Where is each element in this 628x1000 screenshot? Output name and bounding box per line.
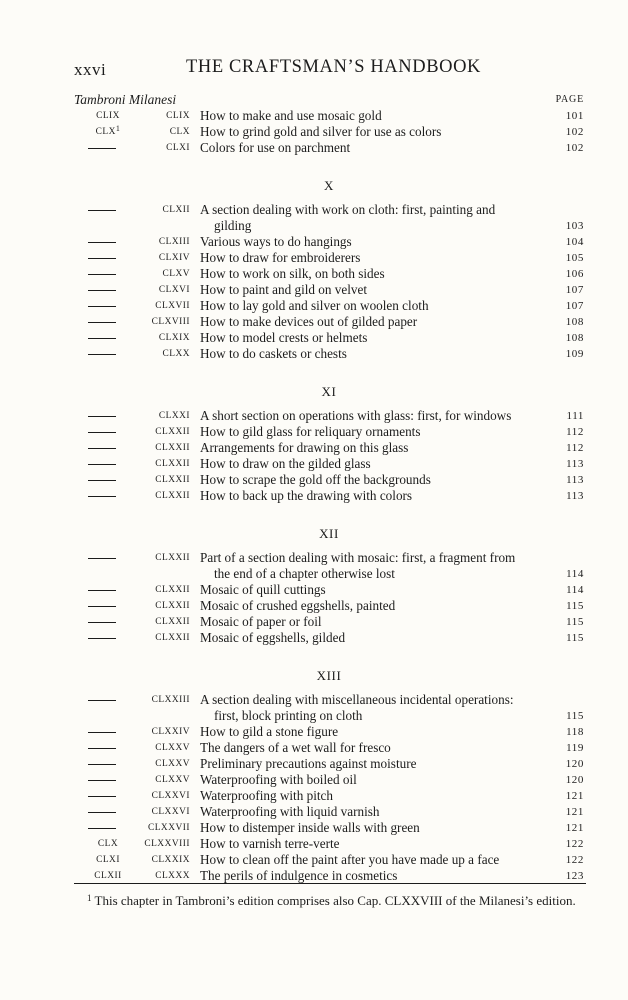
toc-entry bbox=[74, 488, 584, 504]
toc-entry bbox=[74, 852, 584, 868]
page-number: 118 bbox=[566, 726, 584, 738]
toc-entry bbox=[74, 756, 584, 772]
page-number: 113 bbox=[566, 458, 584, 470]
milanesi-chapter-number: CLXXV bbox=[155, 775, 190, 785]
chapter-title: Various ways to do hangings bbox=[200, 234, 352, 249]
chapter-title: How to draw for embroiderers bbox=[200, 250, 361, 265]
toc-entry bbox=[74, 140, 584, 156]
chapter-title: How to gild glass for reliquary ornaments bbox=[200, 424, 421, 439]
milanesi-chapter-number: CLXXV bbox=[155, 759, 190, 769]
page-number: 111 bbox=[566, 410, 584, 422]
milanesi-chapter-number: CLXV bbox=[162, 269, 190, 279]
footnote-reference: 1 bbox=[115, 124, 121, 133]
milanesi-chapter-number: CLXXV bbox=[155, 743, 190, 753]
page-number: 112 bbox=[566, 426, 584, 438]
no-tambroni-dash bbox=[88, 448, 116, 449]
page-number: 104 bbox=[565, 236, 584, 248]
footnote-text: This chapter in Tambroni’s edition comprises also Cap. CLXXVIII of the Milanesi’s edition. bbox=[94, 893, 576, 908]
milanesi-chapter-number: CLXXX bbox=[155, 871, 190, 881]
chapter-title: Mosaic of crushed eggshells, painted bbox=[200, 598, 396, 613]
milanesi-chapter-number: CLXXVI bbox=[151, 807, 190, 817]
milanesi-chapter-number: CLXIII bbox=[158, 237, 190, 247]
chapter-title: Part of a section dealing with mosaic: first, a fragment from the end of a chapter otherwise lost bbox=[200, 550, 554, 582]
toc-entry bbox=[74, 820, 584, 836]
chapter-title: How to model crests or helmets bbox=[200, 330, 368, 345]
no-tambroni-dash bbox=[88, 828, 116, 829]
tambroni-chapter-number: CLX bbox=[97, 839, 119, 849]
milanesi-chapter-number: CLXXII bbox=[155, 475, 190, 485]
section-heading: X bbox=[324, 178, 334, 193]
chapter-title: How to make devices out of gilded paper bbox=[200, 314, 418, 329]
page-number: 102 bbox=[565, 126, 584, 138]
no-tambroni-dash bbox=[88, 796, 116, 797]
page-number: 122 bbox=[565, 854, 584, 866]
toc-entry bbox=[74, 124, 584, 140]
chapter-title: The dangers of a wet wall for fresco bbox=[200, 740, 391, 755]
toc-entry bbox=[74, 266, 584, 282]
toc-entry bbox=[74, 346, 584, 362]
milanesi-chapter-number: CLXXVI bbox=[151, 791, 190, 801]
section-heading: XII bbox=[319, 526, 339, 541]
toc-entry bbox=[74, 582, 584, 598]
no-tambroni-dash bbox=[88, 748, 116, 749]
milanesi-chapter-number: CLXXIV bbox=[151, 727, 190, 737]
page-number: 115 bbox=[566, 616, 584, 628]
no-tambroni-dash bbox=[88, 622, 116, 623]
no-tambroni-dash bbox=[88, 700, 116, 701]
page-number: 114 bbox=[566, 584, 584, 596]
chapter-title: How to work on silk, on both sides bbox=[200, 266, 385, 281]
running-title: THE CRAFTSMAN’S HANDBOOK bbox=[186, 57, 482, 77]
milanesi-chapter-number: CLIX bbox=[166, 111, 190, 121]
toc-entry bbox=[74, 282, 584, 298]
page-number: 102 bbox=[565, 142, 584, 154]
chapter-title: Mosaic of quill cuttings bbox=[200, 582, 326, 597]
page-number: 115 bbox=[566, 632, 584, 644]
footnote-marker: 1 bbox=[87, 893, 92, 903]
milanesi-chapter-number: CLXI bbox=[166, 143, 190, 153]
chapter-title: How to gild a stone figure bbox=[200, 724, 339, 739]
toc-entry bbox=[74, 772, 584, 788]
milanesi-chapter-number: CLXXI bbox=[158, 411, 190, 421]
page-number: 120 bbox=[565, 774, 584, 786]
no-tambroni-dash bbox=[88, 496, 116, 497]
chapter-title: A section dealing with miscellaneous incidental operations: first, block printing on cloth bbox=[200, 692, 554, 724]
chapter-title: How to make and use mosaic gold bbox=[200, 108, 382, 123]
page-number: 108 bbox=[565, 332, 584, 344]
chapter-title: How to back up the drawing with colors bbox=[200, 488, 413, 503]
toc-entry bbox=[74, 250, 584, 266]
chapter-title: How to lay gold and silver on woolen cloth bbox=[200, 298, 429, 313]
no-tambroni-dash bbox=[88, 290, 116, 291]
chapter-title: How to distemper inside walls with green bbox=[200, 820, 420, 835]
toc-entry bbox=[74, 614, 584, 630]
chapter-title: Mosaic of paper or foil bbox=[200, 614, 322, 629]
editions-label: Tambroni Milanesi bbox=[74, 92, 177, 107]
page-number: 123 bbox=[565, 870, 584, 882]
page-number: 103 bbox=[565, 220, 584, 232]
milanesi-chapter-number: CLXIX bbox=[158, 333, 190, 343]
page-number: 122 bbox=[565, 838, 584, 850]
chapter-title: Arrangements for drawing on this glass bbox=[200, 440, 409, 455]
tambroni-chapter-number: CLIX bbox=[96, 111, 120, 121]
milanesi-chapter-number: CLXXIII bbox=[151, 695, 190, 705]
chapter-title: Waterproofing with liquid varnish bbox=[200, 804, 380, 819]
toc-entry bbox=[74, 692, 584, 724]
footnote bbox=[74, 891, 584, 910]
folio-number: xxvi bbox=[74, 60, 107, 79]
no-tambroni-dash bbox=[88, 480, 116, 481]
page-number: 101 bbox=[565, 110, 584, 122]
page-number: 108 bbox=[565, 316, 584, 328]
milanesi-chapter-number: CLXXII bbox=[155, 633, 190, 643]
toc-entry bbox=[74, 234, 584, 250]
milanesi-chapter-number: CLXXII bbox=[155, 459, 190, 469]
toc-entry bbox=[74, 330, 584, 346]
chapter-title: Waterproofing with pitch bbox=[200, 788, 333, 803]
page-number: 107 bbox=[565, 300, 584, 312]
page-number: 113 bbox=[566, 490, 584, 502]
toc-entry bbox=[74, 836, 584, 852]
milanesi-chapter-number: CLXXII bbox=[155, 553, 190, 563]
toc-entry bbox=[74, 598, 584, 614]
page-number: 115 bbox=[566, 710, 584, 722]
no-tambroni-dash bbox=[88, 354, 116, 355]
toc-entry bbox=[74, 202, 584, 234]
footnote-rule bbox=[74, 883, 586, 884]
page-number: 120 bbox=[565, 758, 584, 770]
no-tambroni-dash bbox=[88, 590, 116, 591]
page-number: 121 bbox=[565, 790, 584, 802]
page-number: 115 bbox=[566, 600, 584, 612]
chapter-title: How to draw on the gilded glass bbox=[200, 456, 371, 471]
no-tambroni-dash bbox=[88, 812, 116, 813]
milanesi-chapter-number: CLXX bbox=[162, 349, 190, 359]
toc-entry bbox=[74, 456, 584, 472]
no-tambroni-dash bbox=[88, 274, 116, 275]
toc-entry bbox=[74, 630, 584, 646]
chapter-title: Mosaic of eggshells, gilded bbox=[200, 630, 346, 645]
toc-entry bbox=[74, 314, 584, 330]
toc-entry bbox=[74, 472, 584, 488]
chapter-title-continued: first, block printing on cloth bbox=[214, 708, 363, 723]
toc-entry bbox=[74, 298, 584, 314]
toc-entry bbox=[74, 724, 584, 740]
chapter-title: Waterproofing with boiled oil bbox=[200, 772, 357, 787]
page-number: 119 bbox=[566, 742, 584, 754]
milanesi-chapter-number: CLX bbox=[169, 127, 190, 137]
no-tambroni-dash bbox=[88, 210, 116, 211]
chapter-title: How to clean off the paint after you have made up a face bbox=[200, 852, 500, 867]
page-number: 114 bbox=[566, 568, 584, 580]
tambroni-chapter-number: CLXII bbox=[94, 871, 122, 881]
tambroni-chapter-number: CLXI bbox=[96, 855, 120, 865]
page-number: 106 bbox=[565, 268, 584, 280]
chapter-title: Colors for use on parchment bbox=[200, 140, 351, 155]
milanesi-chapter-number: CLXXII bbox=[155, 617, 190, 627]
section-heading: XIII bbox=[316, 668, 342, 683]
chapter-title-continued: the end of a chapter otherwise lost bbox=[214, 566, 395, 581]
no-tambroni-dash bbox=[88, 338, 116, 339]
no-tambroni-dash bbox=[88, 732, 116, 733]
chapter-title: Preliminary precautions against moisture bbox=[200, 756, 417, 771]
toc-entry bbox=[74, 424, 584, 440]
page-header bbox=[74, 56, 584, 82]
milanesi-chapter-number: CLXXIX bbox=[151, 855, 190, 865]
page-number: 121 bbox=[565, 822, 584, 834]
chapter-title-continued: gilding bbox=[214, 218, 252, 233]
milanesi-chapter-number: CLXVIII bbox=[151, 317, 190, 327]
milanesi-chapter-number: CLXXII bbox=[155, 491, 190, 501]
toc-entry bbox=[74, 868, 584, 884]
toc-entry bbox=[74, 440, 584, 456]
no-tambroni-dash bbox=[88, 242, 116, 243]
no-tambroni-dash bbox=[88, 638, 116, 639]
chapter-title: How to scrape the gold off the backgrounds bbox=[200, 472, 431, 487]
no-tambroni-dash bbox=[88, 780, 116, 781]
toc-entry bbox=[74, 550, 584, 582]
milanesi-chapter-number: CLXXII bbox=[155, 601, 190, 611]
milanesi-chapter-number: CLXXVIII bbox=[144, 839, 190, 849]
chapter-title: The perils of indulgence in cosmetics bbox=[200, 868, 398, 883]
section-entries bbox=[74, 408, 584, 504]
page-number: 109 bbox=[565, 348, 584, 360]
chapter-title: How to varnish terre-verte bbox=[200, 836, 340, 851]
chapter-title: How to grind gold and silver for use as colors bbox=[200, 124, 442, 139]
section-entries bbox=[74, 550, 584, 646]
no-tambroni-dash bbox=[88, 432, 116, 433]
page-column-label: PAGE bbox=[555, 94, 584, 105]
page-number: 107 bbox=[565, 284, 584, 296]
page-number: 113 bbox=[566, 474, 584, 486]
entry-group-continued bbox=[74, 108, 584, 156]
page-number: 105 bbox=[565, 252, 584, 264]
no-tambroni-dash bbox=[88, 606, 116, 607]
no-tambroni-dash bbox=[88, 322, 116, 323]
no-tambroni-dash bbox=[88, 306, 116, 307]
milanesi-chapter-number: CLXVII bbox=[155, 301, 190, 311]
chapter-title: A section dealing with work on cloth: first, painting and gilding bbox=[200, 202, 554, 234]
section-entries bbox=[74, 692, 584, 884]
toc-entry bbox=[74, 740, 584, 756]
no-tambroni-dash bbox=[88, 558, 116, 559]
tambroni-chapter-number: CLX1 bbox=[95, 124, 121, 137]
section-entries bbox=[74, 202, 584, 362]
toc-entry bbox=[74, 108, 584, 124]
no-tambroni-dash bbox=[88, 764, 116, 765]
milanesi-chapter-number: CLXXII bbox=[155, 585, 190, 595]
toc-entry bbox=[74, 804, 584, 820]
chapter-title: How to paint and gild on velvet bbox=[200, 282, 368, 297]
page-number: 112 bbox=[566, 442, 584, 454]
milanesi-chapter-number: CLXIV bbox=[158, 253, 190, 263]
no-tambroni-dash bbox=[88, 464, 116, 465]
chapter-title: How to do caskets or chests bbox=[200, 346, 347, 361]
page-number: 121 bbox=[565, 806, 584, 818]
milanesi-chapter-number: CLXXII bbox=[155, 443, 190, 453]
section-heading: XI bbox=[321, 384, 337, 399]
no-tambroni-dash bbox=[88, 258, 116, 259]
toc-entry bbox=[74, 788, 584, 804]
toc-entry bbox=[74, 408, 584, 424]
no-tambroni-dash bbox=[88, 416, 116, 417]
chapter-title: A short section on operations with glass: first, for windows bbox=[200, 408, 512, 423]
no-tambroni-dash bbox=[88, 148, 116, 149]
milanesi-chapter-number: CLXXVII bbox=[147, 823, 190, 833]
milanesi-chapter-number: CLXXII bbox=[155, 427, 190, 437]
milanesi-chapter-number: CLXVI bbox=[158, 285, 190, 295]
milanesi-chapter-number: CLXII bbox=[162, 205, 190, 215]
